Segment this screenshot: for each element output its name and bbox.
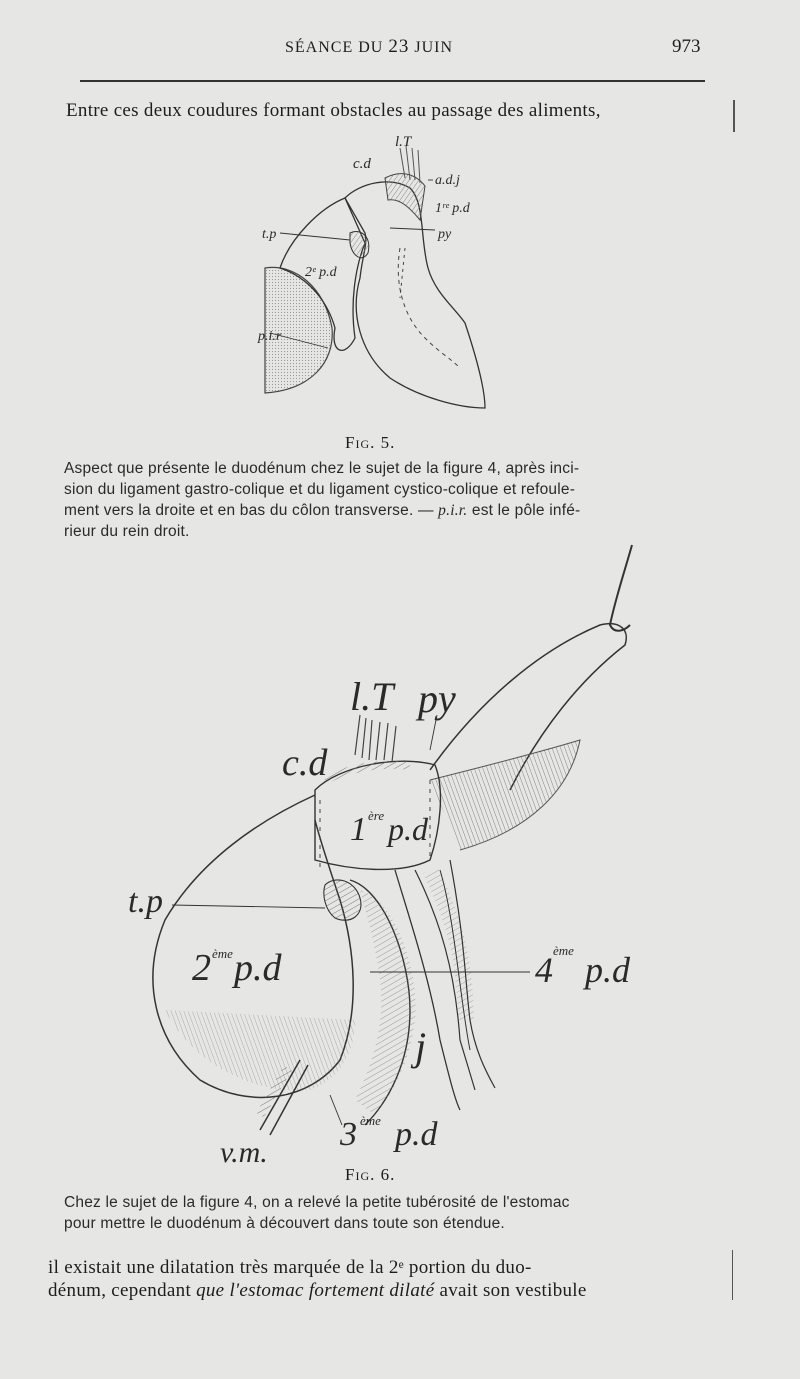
fig6-label-vm: v.m. xyxy=(220,1136,268,1165)
margin-mark xyxy=(732,1250,733,1300)
figure-5-caption-line: Aspect que présente le duodénum chez le sujet de la figure 4, après inci- xyxy=(64,460,580,477)
leader-py xyxy=(390,228,435,230)
fig5-label-pd1: 1ʳᵉ p.d xyxy=(435,201,470,216)
fig5-label-tp: t.p xyxy=(262,227,277,242)
fig6-label-pd2-num: 2 xyxy=(192,947,211,989)
fig6-label-j: j xyxy=(415,1024,427,1069)
fig6-label-pd4-num: 4 xyxy=(535,950,553,990)
running-header xyxy=(0,36,800,64)
fig6-label-pd4-sup: ème xyxy=(553,943,574,958)
figure-6-caption-line: Chez le sujet de la figure 4, on a relevé la petite tubérosité de l'estomac xyxy=(64,1194,570,1211)
fig6-label-pd3-num: 3 xyxy=(340,1116,357,1153)
paragraph-italic-text: que l'estomac fortement dilaté xyxy=(196,1280,435,1301)
figure-5-label: Fig. 5. xyxy=(345,433,396,452)
paragraph-text: avait son vestibule xyxy=(434,1280,587,1301)
fig6-label-pd3: p.d xyxy=(395,1116,438,1153)
figure-5-caption-line: rieur du rein droit. xyxy=(64,523,190,540)
pylorus-hatch xyxy=(385,174,425,220)
caption-abbrev: p.i.r. xyxy=(438,502,468,519)
figure-6 xyxy=(110,540,670,1165)
margin-mark xyxy=(733,100,735,132)
paragraph-text: dénum, cependant xyxy=(48,1280,197,1301)
fig5-label-py: py xyxy=(438,227,452,242)
dashed-contour-2 xyxy=(400,248,405,298)
fig5-label-pir: p.i.r xyxy=(258,329,282,344)
fig5-label-adj: a.d.j xyxy=(435,173,460,188)
figure-6-caption-line: pour mettre le duodénum à découvert dans toute son étendue. xyxy=(64,1215,505,1232)
caption-text: est le pôle infé- xyxy=(467,502,581,519)
page-number: 973 xyxy=(672,36,701,57)
figure-6-caption xyxy=(64,1192,724,1234)
running-title xyxy=(285,36,453,58)
caption-text: ment vers la droite et en bas du côlon transverse. — xyxy=(64,502,439,519)
figure-5 xyxy=(250,128,510,428)
running-month: JUIN xyxy=(414,39,454,56)
figure-5-caption xyxy=(64,458,714,542)
fig5-label-cd: c.d xyxy=(353,156,371,172)
fig6-label-pd3-sup: ème xyxy=(360,1113,381,1128)
fig6-label-tp: t.p xyxy=(128,883,163,920)
fig5-label-lT: l.T xyxy=(395,134,412,150)
fig6-label-pd2-sup: ème xyxy=(212,946,233,961)
ligament-strands xyxy=(355,715,396,762)
paragraph-bottom-line1: il existait une dilatation très marquée de la 2ᵉ portion du duo- xyxy=(48,1257,532,1278)
fig6-label-cd: c.d xyxy=(282,742,328,784)
figure-5-caption-line: sion du ligament gastro-colique et du ligament cystico-colique et refoule- xyxy=(64,481,576,498)
header-rule xyxy=(80,80,705,82)
running-title-text: SÉANCE DU xyxy=(285,39,384,56)
fig6-label-lT: l.T xyxy=(350,674,394,719)
pylorus-ring xyxy=(325,765,410,780)
figure-6-label: Fig. 6. xyxy=(345,1165,396,1184)
duodenum-4-hatch xyxy=(430,870,466,1020)
leader-tp xyxy=(172,905,325,908)
duodenum-3-hatch xyxy=(355,890,416,1115)
fig5-label-pd2: 2ᵉ p.d xyxy=(305,265,337,280)
leader-tp xyxy=(280,233,350,240)
fig6-label-pd1-sup: ère xyxy=(368,808,385,823)
duodenum-2-shading xyxy=(165,1010,355,1090)
paragraph-top: Entre ces deux coudures formant obstacles au passage des aliments, xyxy=(66,100,601,121)
fig6-label-pd1: p.d xyxy=(388,811,428,847)
tp-knot xyxy=(324,880,361,920)
omentum-hatch xyxy=(430,740,580,850)
fig6-label-pd4: p.d xyxy=(585,950,630,990)
dashed-contour xyxy=(398,248,460,368)
fig6-label-pd2: p.d xyxy=(234,947,282,989)
figure-5-caption-line xyxy=(64,500,714,521)
paragraph-bottom-line2 xyxy=(48,1280,587,1302)
figure-6-drawing xyxy=(110,540,670,1165)
fig6-label-pd1-num: 1 xyxy=(350,811,367,848)
figure-5-drawing xyxy=(250,128,510,428)
fig6-label-py: py xyxy=(418,676,456,721)
running-date: 23 xyxy=(388,36,410,57)
retractor-hook xyxy=(610,545,632,631)
